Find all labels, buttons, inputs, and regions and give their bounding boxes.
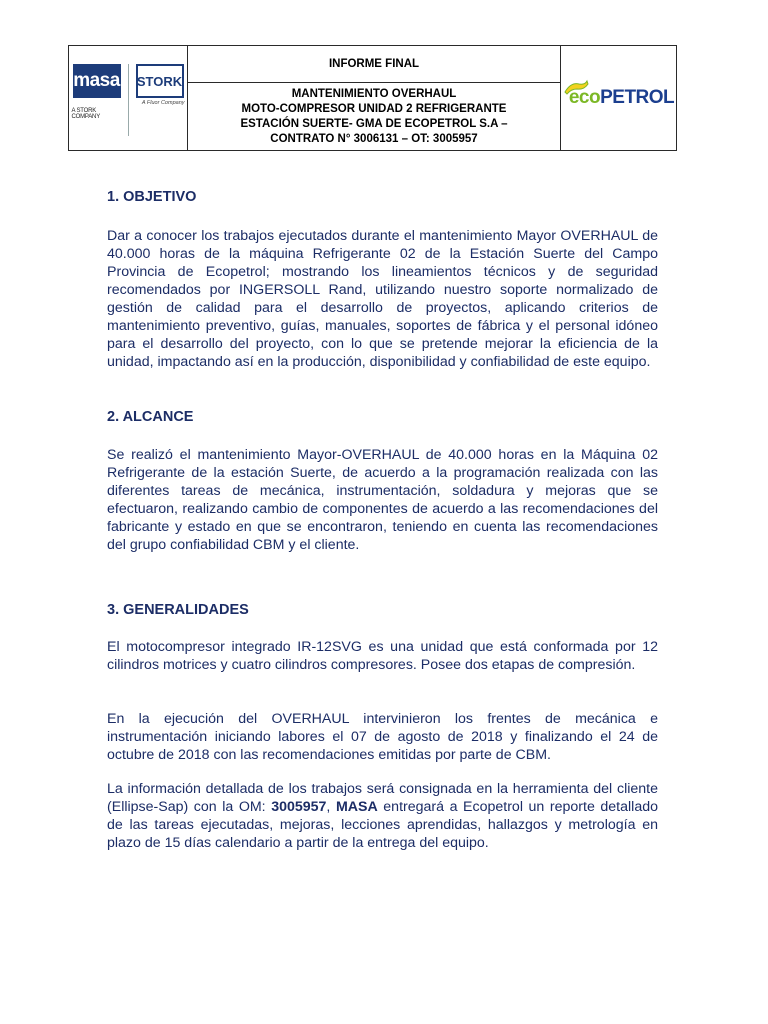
alcance-paragraph: Se realizó el mantenimiento Mayor-OVERHAUL de 40.000 horas en la Máquina 02 Refrigerante de la estación Suerte, de acuerdo a la programación realizada con las diferentes tareas de mecánica, instrumentación, soldadura y mejoras que se efectuaron, realizando cambio de componentes de acuerdo a las recomendaciones del fabricante y estado en que se encontraron, teniendo en cuenta las recomendaciones del grupo confiabilidad CBM y el cliente. [107, 447, 658, 553]
masa-logo: masa [73, 64, 121, 98]
stork-logo: STORK [136, 64, 184, 98]
generalidades-paragraph-3: La información detallada de los trabajos será consignada en la herramienta del cliente (Ellipse-Sap) con la OM: 3005957, MASA entregará a Ecopetrol un reporte detallado de las tareas ejecutadas, mejoras, lecciones aprendidas, hallazgos y metrología en plazo de 15 días calendario a partir de la entrega del equipo. [107, 781, 658, 851]
masa-stork-logo-cell [69, 46, 188, 151]
objetivo-paragraph: Dar a conocer los trabajos ejecutados durante el mantenimiento Mayor OVERHAUL de 40.000 horas de la máquina Refrigerante 02 de la Estación Suerte del Campo Provincia de Ecopetrol; mostrando los lineamientos técnicos y de seguridad recomendados por INGERSOLL Rand, utilizando nuestro soporte normalizado de gestión de calidad para el desarrollo de proyectos, aplicando criterios de mantenimiento preventivo, guías, manuales, soportes de fábrica y el personal idóneo para el desarrollo del proyecto, con lo que se pretende mejorar la eficiencia de la unidad, impactando así en la producción, disponibilidad y confiabilidad de este equipo. [107, 228, 658, 370]
stork-tagline: A Fluor Company [141, 100, 185, 106]
logo-divider [128, 64, 129, 136]
masa-tagline: A STORK COMPANY [71, 108, 100, 120]
ecopetrol-logo [561, 46, 676, 150]
ecopetrol-eco-text: eco [568, 87, 601, 108]
subtitle-line: MOTO-COMPRESOR UNIDAD 2 REFRIGERANTE [241, 102, 507, 115]
report-title: INFORME FINAL [188, 46, 561, 83]
section-heading-alcance: 2. ALCANCE [107, 409, 194, 425]
subtitle-line: MANTENIMIENTO OVERHAUL [291, 87, 457, 100]
ecopetrol-petrol-text: PETROL [600, 87, 675, 108]
ecopetrol-logo-cell [561, 46, 677, 151]
subtitle-line: ESTACIÓN SUERTE- GMA DE ECOPETROL S.A – [240, 117, 508, 130]
report-subtitle [188, 83, 561, 151]
section-heading-generalidades: 3. GENERALIDADES [107, 602, 249, 618]
subtitle-line: CONTRATO N° 3006131 – OT: 3005957 [270, 132, 478, 145]
document-header [68, 45, 677, 151]
section-heading-objetivo: 1. OBJETIVO [107, 189, 197, 205]
generalidades-paragraph-1: El motocompresor integrado IR-12SVG es una unidad que está conformada por 12 cilindros motrices y cuatro cilindros compresores. Posee dos etapas de compresión. [107, 639, 658, 673]
om-number: 3005957 [271, 799, 327, 815]
masa-name: MASA [335, 799, 378, 815]
generalidades-paragraph-2: En la ejecución del OVERHAUL intervinieron los frentes de mecánica e instrumentación iniciando labores el 07 de agosto de 2018 y finalizando el 24 de octubre de 2018 con las recomendaciones emitidas por parte de CBM. [107, 711, 658, 763]
